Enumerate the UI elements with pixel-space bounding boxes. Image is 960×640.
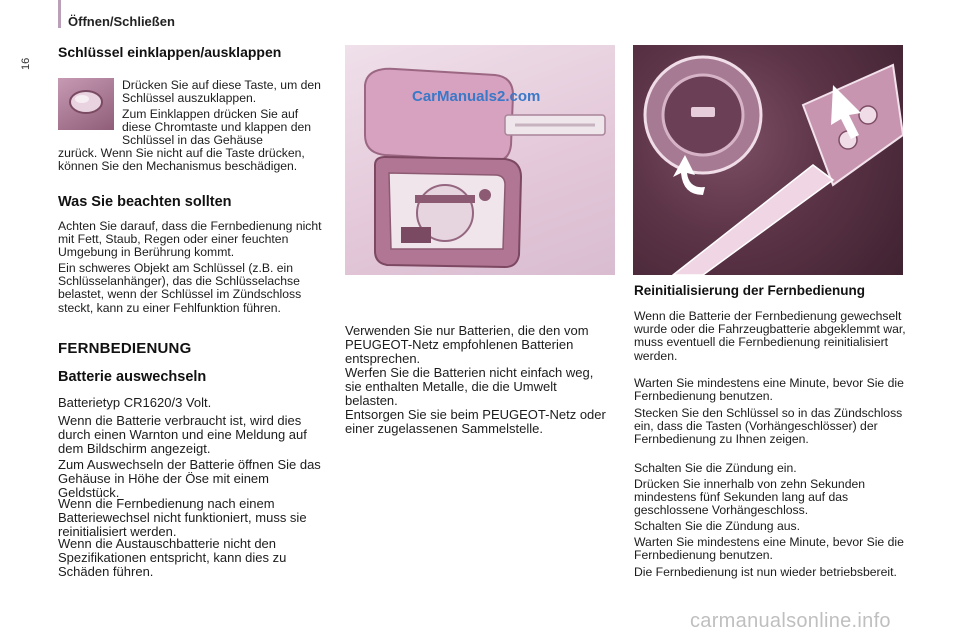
battery-paragraph-1: Batterietyp CR1620/3 Volt. [58,395,212,410]
fold-button-illustration [58,78,114,130]
middle-paragraph-1: Verwenden Sie nur Batterien, die den vom PEUGEOT-Netz empfohlenen Batterien entsprechen. [345,323,589,366]
battery-paragraph-3: Zum Auswechseln der Batterie öffnen Sie das Gehäuse in Höhe der Öse mit einem Geldstück. [58,457,321,500]
header-accent-bar [58,0,61,28]
battery-heading: Batterie auswechseln [58,369,207,385]
middle-paragraph-2: Werfen Sie die Batterien nicht einfach weg, sie enthalten Metalle, die die Umwelt belasten. [345,365,594,408]
reinit-step-1: Wenn die Batterie der Fernbedienung gewechselt wurde oder die Fahrzeugbatterie abgeklemmt war, muss eventuell die Fernbedienung reinitialisiert werden. [634,309,906,363]
battery-paragraph-4: Wenn die Fernbedienung nach einem Batteriewechsel nicht funktioniert, muss sie reinitialisiert werden. [58,496,307,539]
ignition-photo [633,45,903,275]
reinit-step-6: Schalten Sie die Zündung aus. [634,519,801,533]
battery-photo [345,45,615,275]
top-watermark: CarManuals2.com [412,88,541,105]
reinit-step-2: Warten Sie mindestens eine Minute, bevor Sie die Fernbedienung benutzen. [634,376,904,404]
reinit-step-3: Stecken Sie den Schlüssel so in das Zündschloss ein, dass die Tasten (Vorhängeschlösser) der Fernbedienung zu Ihnen zeigen. [634,406,903,447]
fold-intro-2: Zum Einklappen drücken Sie auf diese Chromtaste und klappen den Schlüssel in das Gehäuse [122,107,312,148]
middle-paragraph-3: Entsorgen Sie sie beim PEUGEOT-Netz oder einer zugelassenen Sammelstelle. [345,407,606,436]
reinit-heading: Reinitialisierung der Fernbedienung [634,283,866,298]
battery-paragraph-5: Wenn die Austauschbatterie nicht den Spezifikationen entspricht, kann dies zu Schäden führen. [58,536,287,579]
reinit-step-4: Schalten Sie die Zündung ein. [634,461,797,475]
notes-paragraph-1: Achten Sie darauf, dass die Fernbedienung nicht mit Fett, Staub, Regen oder einer feuchten Umgebung in Berührung kommt. [58,219,322,260]
reinit-step-7: Warten Sie mindestens eine Minute, bevor Sie die Fernbedienung benutzen. [634,535,904,563]
fold-heading: Schlüssel einklappen/ausklappen [58,44,282,60]
remote-heading: FERNBEDIENUNG [58,340,192,357]
reinit-step-5: Drücken Sie innerhalb von zehn Sekunden mindestens fünf Sekunden lang auf das geschlossene Vorhängeschloss. [634,477,866,518]
ignition-key-illustration [633,45,903,275]
notes-paragraph-2: Ein schweres Objekt am Schlüssel (z.B. ein Schlüsselanhänger), das die Schlüsselachse belastet, wenn der Schlüssel im Zündschloss steckt, kann zu einer Fehlfunktion führen. [58,261,302,315]
section-header: Öffnen/Schließen [68,14,175,29]
page-number: 16 [20,57,32,70]
notes-heading: Was Sie beachten sollten [58,194,232,210]
remote-open-illustration [345,45,615,275]
fold-intro-1: Drücken Sie auf diese Taste, um den Schlüssel auszuklappen. [122,78,321,106]
reinit-step-8: Die Fernbedienung ist nun wieder betriebsbereit. [634,565,897,579]
fold-continuation: zurück. Wenn Sie nicht auf die Taste drücken, können Sie den Mechanismus beschädigen. [58,146,305,174]
fold-button-photo [58,78,114,130]
battery-paragraph-2: Wenn die Batterie verbraucht ist, wird dies durch einen Warnton und eine Meldung auf dem Bildschirm angezeigt. [58,413,307,456]
bottom-watermark: carmanualsonline.info [690,610,891,632]
